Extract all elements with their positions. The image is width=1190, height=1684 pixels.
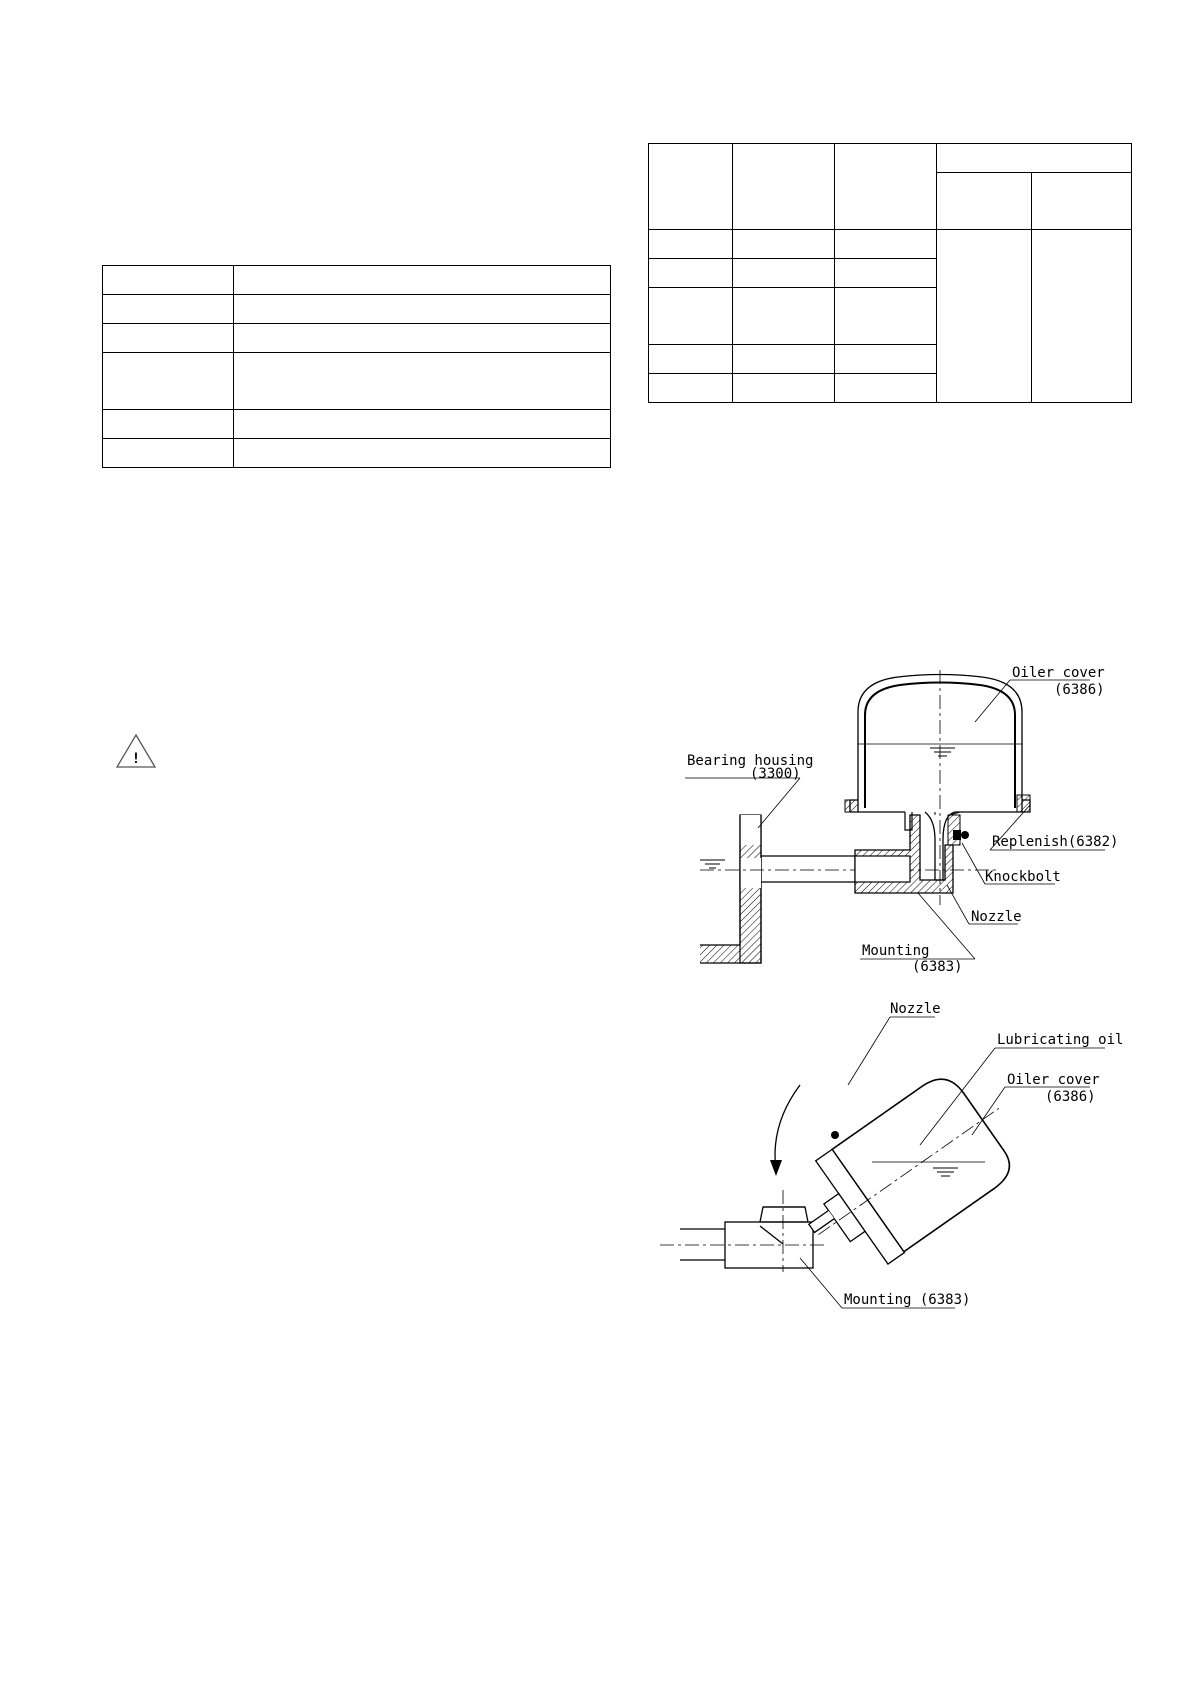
tilted-oiler bbox=[781, 1058, 1035, 1289]
figure-oiler-installation bbox=[660, 1001, 1123, 1308]
rotation-arrow-icon bbox=[770, 1085, 800, 1176]
label-oiler-cover-num: (6386) bbox=[1054, 682, 1105, 698]
mounting-body bbox=[855, 815, 953, 893]
label-bearing-housing-num: (3300) bbox=[750, 766, 801, 782]
knockbolt bbox=[953, 830, 969, 840]
oil-level-symbol bbox=[700, 860, 725, 868]
label-oiler-cover: Oiler cover bbox=[1007, 1072, 1100, 1088]
bearing-housing bbox=[700, 815, 761, 963]
label-mounting: Mounting (6383) bbox=[844, 1292, 971, 1308]
mounting-part bbox=[660, 1190, 825, 1272]
label-bearing-housing: Bearing housing bbox=[687, 753, 814, 769]
label-mounting-num: (6383) bbox=[912, 959, 963, 975]
knockbolt bbox=[831, 1131, 839, 1139]
label-nozzle: Nozzle bbox=[971, 909, 1022, 925]
label-oiler-cover-num: (6386) bbox=[1045, 1089, 1096, 1105]
label-knockbolt: Knockbolt bbox=[985, 869, 1061, 885]
label-nozzle: Nozzle bbox=[890, 1001, 941, 1017]
figure-oiler-assembly bbox=[685, 665, 1118, 975]
label-oiler-cover: Oiler cover bbox=[1012, 665, 1105, 681]
label-replenish: Replenish(6382) bbox=[992, 834, 1119, 850]
label-lubricating-oil: Lubricating oil bbox=[997, 1032, 1124, 1048]
warning-symbol: ! bbox=[131, 751, 141, 767]
label-mounting: Mounting bbox=[862, 943, 930, 959]
